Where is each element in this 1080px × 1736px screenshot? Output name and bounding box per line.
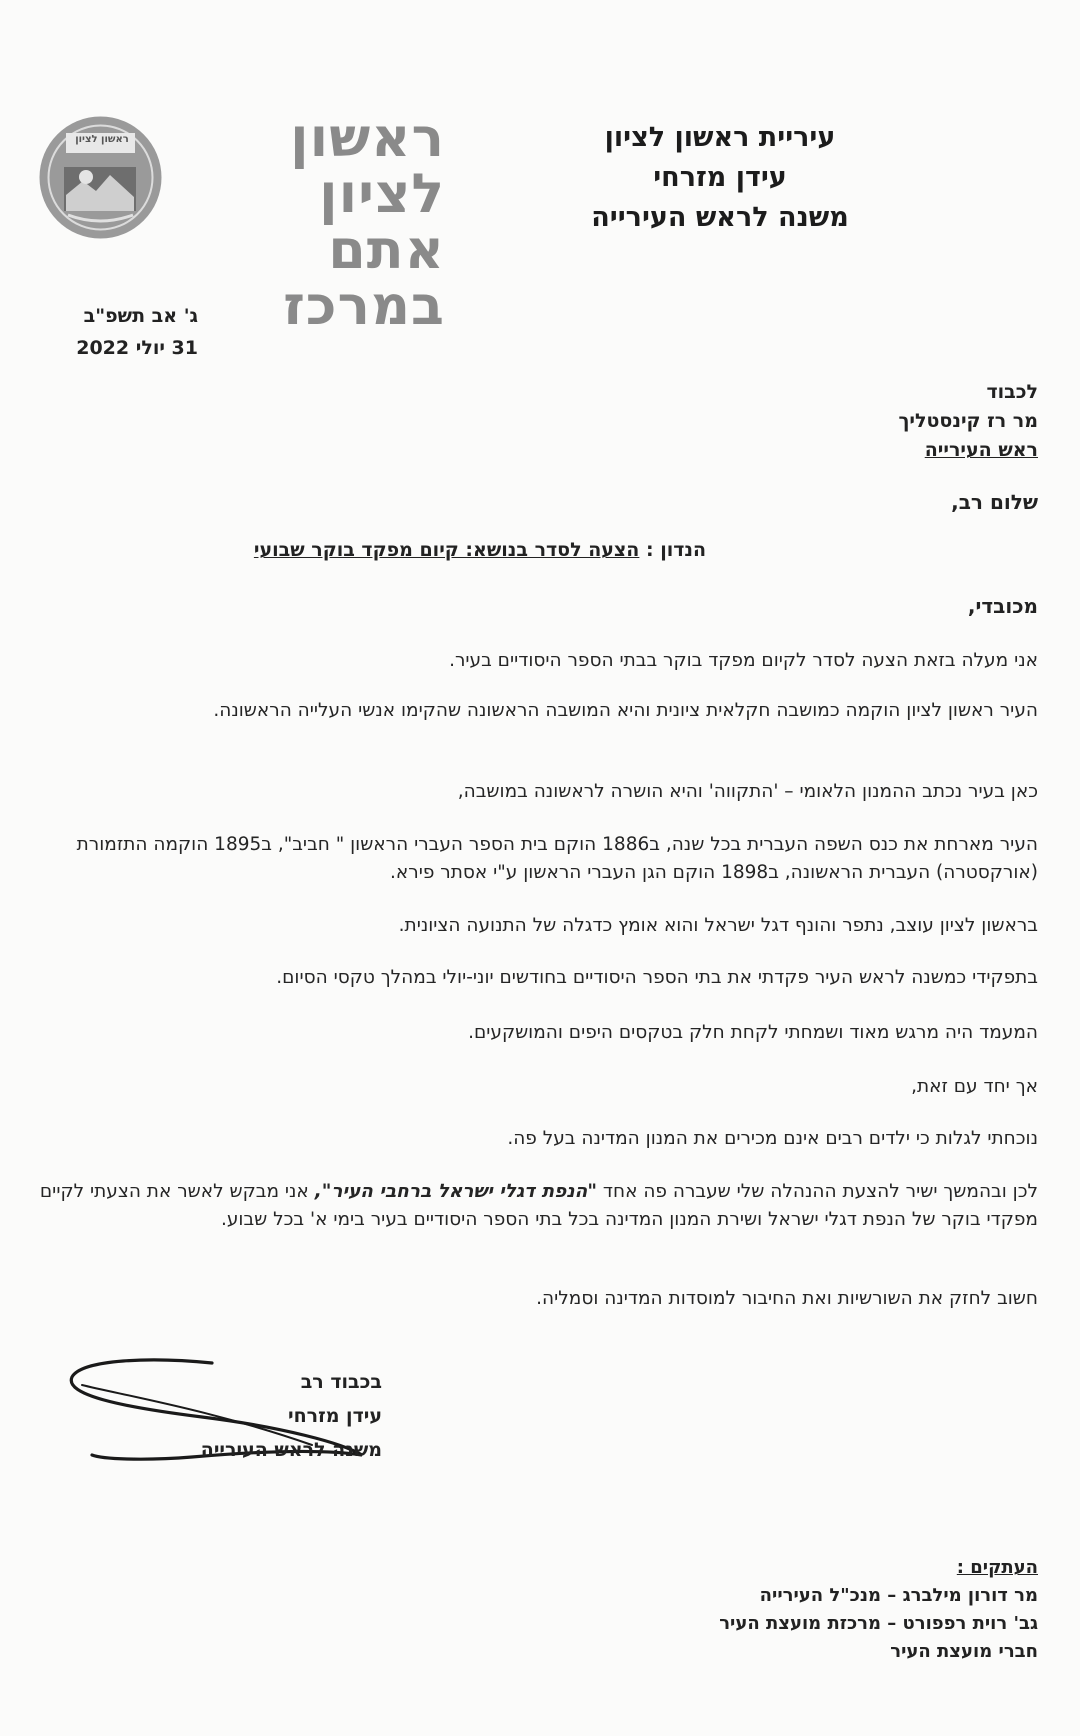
- logo-slogan: אתם במרכז: [283, 218, 445, 337]
- flags-request: אני מבקש לאשר את הצעתי לקיים מפקדי בוקר של הנפת דגלי ישראל ושירת המנון המדינה בכל בתי הספר היסודיים בעיר בימי א' בכל שבוע.: [39, 1181, 1038, 1230]
- letter-date: [48, 300, 198, 364]
- city-slogan-logo: [175, 106, 445, 337]
- body-paragraph: כאן בעיר נכתב ההמנון הלאומי – 'התקווה' והיא הושרה לראשונה במושבה,: [457, 781, 1038, 802]
- sender-organization: עיריית ראשון לציון: [604, 122, 836, 153]
- closing-name: עידן מזרחי: [288, 1405, 382, 1427]
- subject-line: [150, 539, 810, 561]
- logo-city-name: ראשון לציון: [290, 106, 445, 225]
- flags-proposal-name: "הנפת דגלי ישראל ברחבי העיר",: [314, 1181, 598, 1202]
- body-paragraph: בתפקידי כמשנה לראש העיר פקדתי את בתי הספר היסודיים בחודשים יוני-יולי במהלך טקסי הסיום.: [276, 967, 1038, 988]
- copy-recipient: גב' רוית רפפורט – מרכזת מועצת העיר: [719, 1613, 1038, 1634]
- recipient-title: ראש העירייה: [924, 439, 1038, 461]
- subject-text: הצעה לסדר בנושא: קיום מפקד בוקר שבועי: [253, 539, 640, 561]
- sender-block: [510, 118, 930, 238]
- body-paragraph: המעמד היה מרגש מאוד ושמחתי לקחת חלק בטקסים היפים והמושקעים.: [468, 1022, 1038, 1043]
- copies-block: [638, 1554, 1038, 1666]
- sender-title: משנה לראש העירייה: [591, 202, 849, 233]
- honorific: מכובדי,: [967, 594, 1038, 618]
- body-paragraph: חשוב לחזק את השורשיות ואת החיבור למוסדות המדינה וסמליה.: [536, 1288, 1038, 1309]
- body-paragraph: נוכחתי לגלות כי ילדים רבים אינם מכירים את המנון המדינה בעל פה.: [507, 1128, 1038, 1149]
- body-paragraph: בראשון לציון עוצב, נתפר והונף דגל ישראל והוא אומץ כדגלה של התנועה הציונית.: [398, 915, 1038, 936]
- body-paragraph: אני מעלה בזאת הצעה לסדר לקיום מפקד בוקר בבתי הספר היסודיים בעיר.: [449, 650, 1038, 671]
- subject-label: הנדון :: [639, 539, 707, 561]
- body-paragraph: העיר מארחת את כנס השפה העברית בכל שנה, ב1886 הוקם בית הספר העברי הראשון " חביב", ב1895 הוקמה התזמורת (אורקסטרה) העברית הראשונה, ב1898 הוקם הגן העברי הראשון ע"י אסתר פירא.: [76, 834, 1038, 883]
- closing-title: משנה לראש העירייה: [200, 1439, 382, 1461]
- greeting: שלום רב,: [951, 490, 1038, 514]
- closing-block: [92, 1365, 382, 1467]
- copy-recipient: חברי מועצת העיר: [890, 1641, 1038, 1662]
- recipient-block: [638, 378, 1038, 465]
- sender-name: עידן מזרחי: [653, 162, 787, 193]
- body-paragraph: אך יחד עם זאת,: [911, 1076, 1038, 1097]
- hebrew-date: ג' אב תשפ"ב: [83, 305, 198, 327]
- recipient-name: מר רז קינסטליך: [898, 410, 1038, 432]
- body-paragraph: העיר ראשון לציון הוקמה כמושבה חקלאית ציונית והיא המושבה הראשונה שהקימו אנשי העלייה הראשונה.: [213, 700, 1038, 721]
- body-paragraph-flags: [38, 1178, 1038, 1234]
- closing-salutation: בכבוד רב: [300, 1371, 382, 1393]
- flags-intro: לכן ובהמשך ישיר להצעת ההנהלה שלי שעברה פה אחד: [597, 1181, 1038, 1202]
- gregorian-date: 31 יולי 2022: [76, 337, 198, 359]
- copies-label: העתקים :: [956, 1557, 1038, 1578]
- recipient-to: לכבוד: [986, 381, 1038, 403]
- seal-caption: ראשון לציון: [75, 134, 129, 145]
- copy-recipient: מר דורון מילברג – מנכ"ל העירייה: [759, 1585, 1038, 1606]
